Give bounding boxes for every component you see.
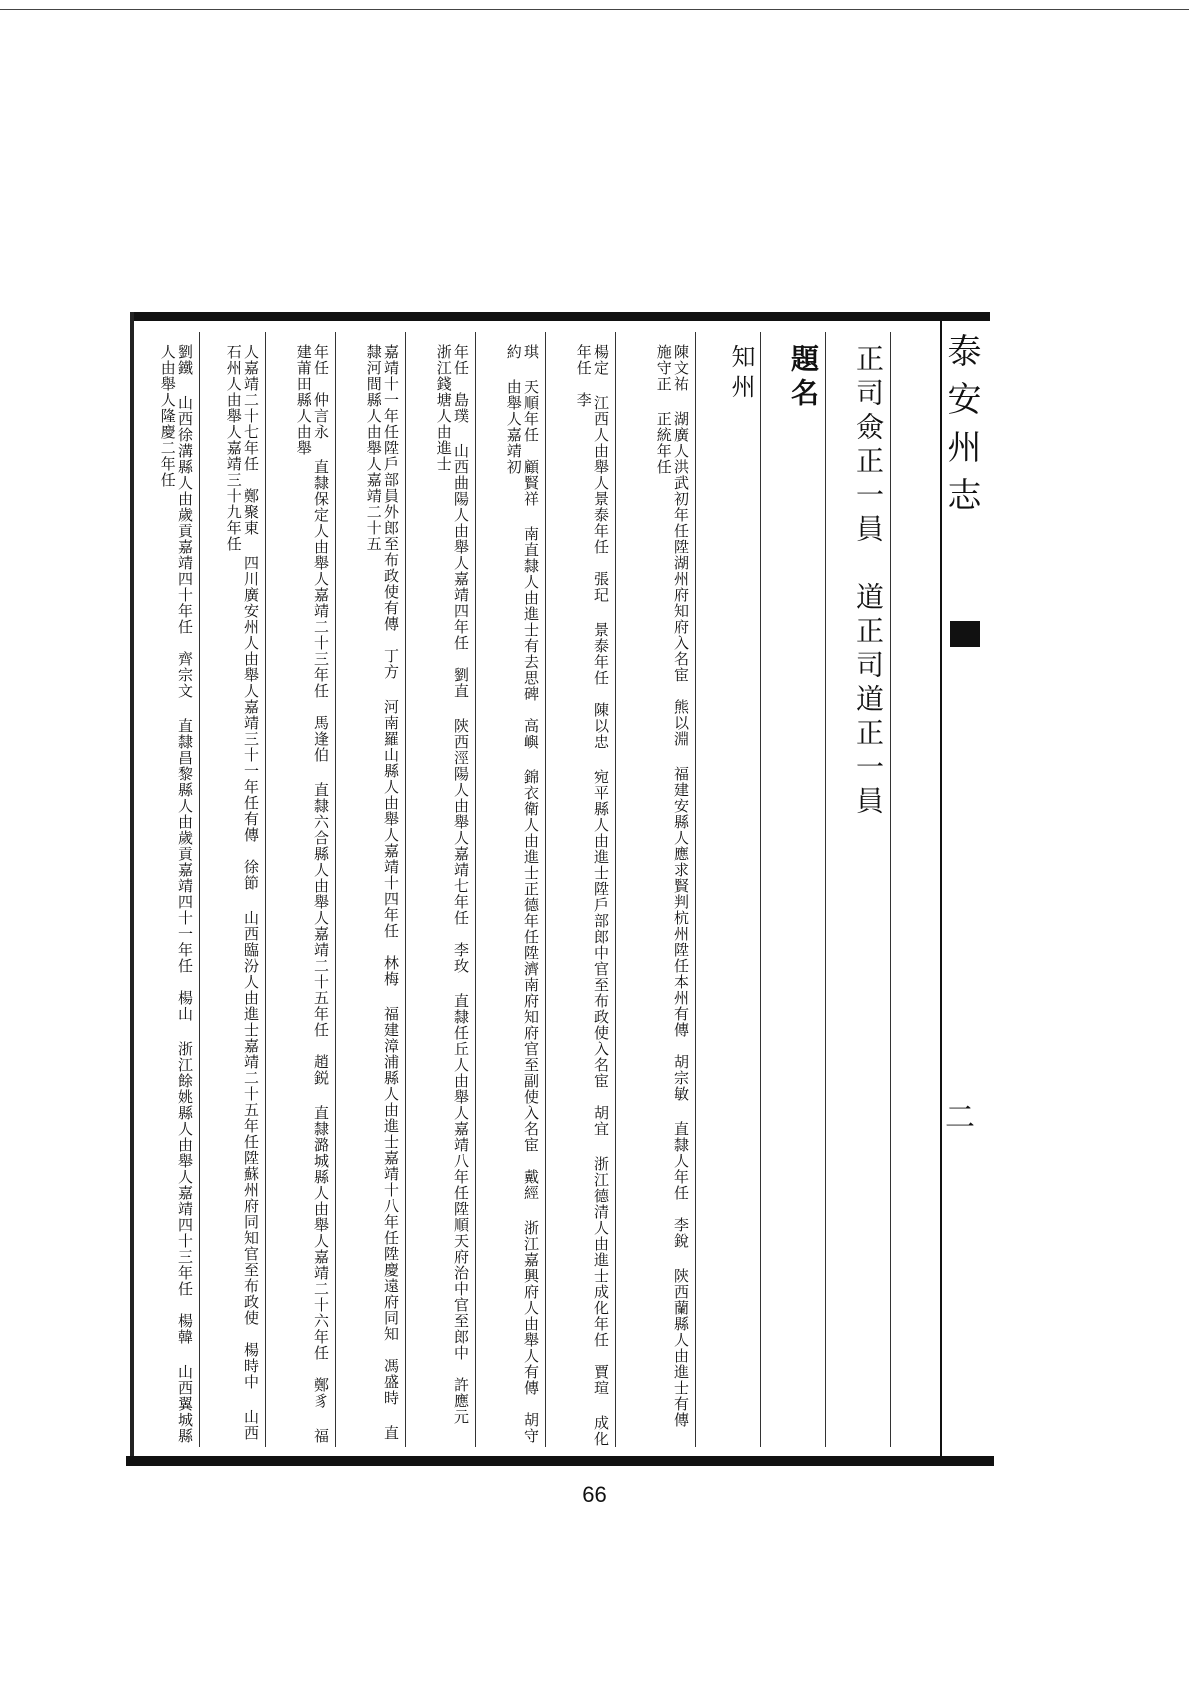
roster-column-2 [546,332,616,1447]
running-title: 泰安州志 [941,333,981,525]
page-number: 66 [582,1482,607,1507]
roster-text: 陳文祐 湖廣人洪武初年任陞湖州府知府入名宦 熊以淵 福建安縣人應求賢判杭州陞任本州有傳 胡宗敏 直隸人年任 李銳 陝西蘭縣人由進士有傳 施守正 正統年任 [654,344,690,1444]
office-title: 知州 [727,344,755,404]
header-office-column [696,332,761,1447]
roster-text: 嘉靖十一年任陞戶部員外郎至布政使有傳 丁方 河南羅山縣人由舉人嘉靖十四年任 林梅 福建漳浦縣人由進士嘉靖十八年任陞慶遠府同知 馮盛時 直隸河間縣人由舉人嘉靖二十五 [364,344,400,1441]
roster-text: 楊定 江西人由舉人景泰年任 張玘 景泰年任 陳以忠 宛平縣人由進士陞戶部郎中官至布政使入名宦 胡宜 浙江德清人由進士成化年任 賈瑄 成化年任 李 [574,344,610,1447]
frame-top-border [130,312,990,321]
header-section-column [761,332,826,1447]
frame-left-border [130,312,134,1466]
roster-column-5 [336,332,406,1447]
roster-text: 年任 仲言永 直隸保定人由舉人嘉靖二十三年任 馬逢伯 直隸六合縣人由舉人嘉靖二十五年任 趙鋭 直隸潞城縣人由舉人嘉靖二十六年任 鄭豸 福建莆田縣人由舉 [294,344,330,1444]
roster-text: 琪 天順年任 顧賢祥 南直隸人由進士有去思碑 高嶼 錦衣衛人由進士正德年任陞濟南府知府官至副使入名宦 戴經 浙江嘉興府人由舉人有傳 胡守約 由舉人嘉靖初 [504,344,540,1444]
roster-column-3 [476,332,546,1447]
section-title: 題名 [787,344,820,412]
roster-column-1 [616,332,696,1447]
scan-top-line [0,9,1189,10]
roster-text: 人嘉靖二十七年任 鄭聚東 四川廣安州人由舉人嘉靖三十一年任有傳 徐節 山西臨汾人由進士嘉靖二十五年任陞蘇州府同知官至布政使 楊時中 山西石州人由舉人嘉靖三十九年任 [224,344,260,1441]
roster-column-4 [406,332,476,1447]
roster-text: 年任 島璞 山西曲陽人由舉人嘉靖四年任 劉直 陝西涇陽人由舉人嘉靖七年任 李玫 直隸任丘人由舉人嘉靖八年任陞順天府治中官至郎中 許應元 浙江錢塘人由進士 [434,344,470,1425]
roster-column-7 [200,332,266,1447]
roster-text: 劉鐵 山西徐溝縣人由歲貢嘉靖四十年任 齊宗文 直隸昌黎縣人由歲貢嘉靖四十一年任 楊山 浙江餘姚縣人由舉人嘉靖四十三年任 楊韓 山西翼城縣人由舉人隆慶二年任 [158,344,194,1444]
roster-column-6 [266,332,336,1447]
running-title-strip [940,321,990,1456]
header-officials-column [826,332,891,1447]
folio-number: 二 [939,1101,974,1131]
page-frame [130,312,990,1466]
frame-bottom-border [126,1456,994,1466]
roster-column-8 [136,332,200,1447]
fishtail-mark-icon [950,621,980,647]
officials-line: 正司僉正一員 道正司道正一員 [852,344,885,820]
